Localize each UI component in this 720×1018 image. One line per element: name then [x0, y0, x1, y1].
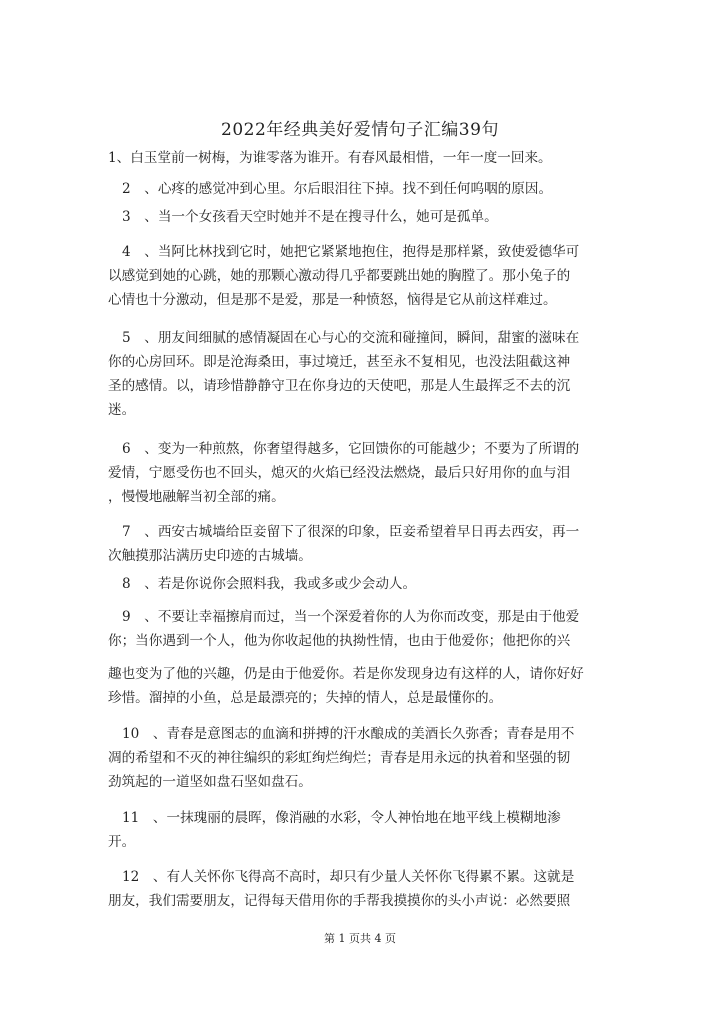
text-line: 6 、变为一种煎熬，你奢望得越多，它回馈你的可能越少；不要为了所谓的 [122, 441, 580, 457]
list-item [108, 326, 598, 422]
text-line: 你；当你遇到一个人，他为你收起他的执拗性情，也由于他爱你；他把你的兴 [108, 633, 571, 649]
text-line: 1、白玉堂前一树梅，为谁零落为谁开。有春风最相惜，一年一度一回来。 [108, 150, 552, 166]
list-item [108, 572, 598, 596]
text-line: 迷。 [108, 402, 136, 418]
list-item [108, 520, 598, 568]
list-item [108, 177, 598, 201]
list-item [108, 146, 598, 170]
text-line: 2 、心疼的感觉冲到心里。尔后眼泪往下掉。找不到任何呜咽的原因。 [122, 181, 553, 197]
list-item [108, 806, 598, 854]
text-line: 7 、西安古城墙给臣妾留下了很深的印象，臣妾希望着早日再去西安，再一 [122, 524, 580, 540]
text-line: 劲筑起的一道坚如盘石坚如盘石。 [108, 774, 312, 790]
list-item [108, 722, 598, 794]
text-line: 11 、一抹瑰丽的晨晖，像消融的水彩，令人神怡地在地平线上模糊地渗 [122, 810, 561, 826]
text-line: 以感觉到她的心跳，她的那颗心激动得几乎都要跳出她的胸膛了。那小兔子的 [108, 268, 571, 284]
text-line: 10 、青春是意图志的血滴和拼搏的汗水酿成的美酒长久弥香；青春是用不 [122, 726, 575, 742]
list-item [108, 437, 598, 509]
text-line: 珍惜。溜掉的小鱼，总是最漂亮的；失掉的情人，总是最懂你的。 [108, 690, 503, 706]
list-item [108, 240, 598, 312]
text-line: 12 、有人关怀你飞得高不高时，却只有少量人关怀你飞得累不累。这就是 [122, 869, 575, 885]
text-line: 你的心房回环。即是沧海桑田，事过境迁，甚至永不复相见，也没法阻截这神 [108, 354, 571, 370]
text-line: 4 、当阿比林找到它时，她把它紧紧地抱住，抱得是那样紧，致使爱德华可 [122, 244, 580, 260]
text-line: 5 、朋友间细腻的感情凝固在心与心的交流和碰撞间，瞬间，甜蜜的滋味在 [122, 330, 580, 346]
list-item [108, 205, 598, 229]
document-title: 2022年经典美好爱情句子汇编39句 [221, 120, 499, 140]
list-item [108, 865, 598, 913]
page-footer: 第 1 页共 4 页 [324, 932, 396, 945]
text-line: ，慢慢地融解当初全部的痛。 [108, 489, 285, 505]
text-line: 次触摸那沾满历史印迹的古城墙。 [108, 548, 312, 564]
text-line: 爱情，宁愿受伤也不回头，熄灭的火焰已经没法燃烧，最后只好用你的血与泪 [108, 465, 571, 481]
text-line: 开。 [108, 834, 136, 850]
text-line: 凋的希望和不灭的神往编织的彩虹绚烂绚烂；青春是用永远的执着和坚强的韧 [108, 750, 571, 766]
text-line: 圣的感情。以，请珍惜静静守卫在你身边的天使吧，那是人生最挥乏不去的沉 [108, 378, 571, 394]
text-line: 9 、不要让幸福擦肩而过，当一个深爱着你的人为你而改变，那是由于他爱 [122, 609, 580, 625]
text-line: 心情也十分激动，但是那不是爱，那是一种愤怒，恼得是它从前这样难过。 [108, 292, 557, 308]
text-line: 8 、若是你说你会照料我，我或多或少会动人。 [122, 576, 417, 592]
list-item [108, 605, 598, 710]
text-line: 朋友，我们需要朋友，记得每天借用你的手帮我摸摸你的头小声说：必然要照 [108, 893, 571, 909]
text-line: 3 、当一个女孩看天空时她并不是在搜寻什么，她可是孤单。 [122, 209, 498, 225]
text-line: 趣也变为了他的兴趣，仍是由于他爱你。若是你发现身边有这样的人，请你好好 [108, 666, 584, 682]
document-body [108, 146, 598, 913]
